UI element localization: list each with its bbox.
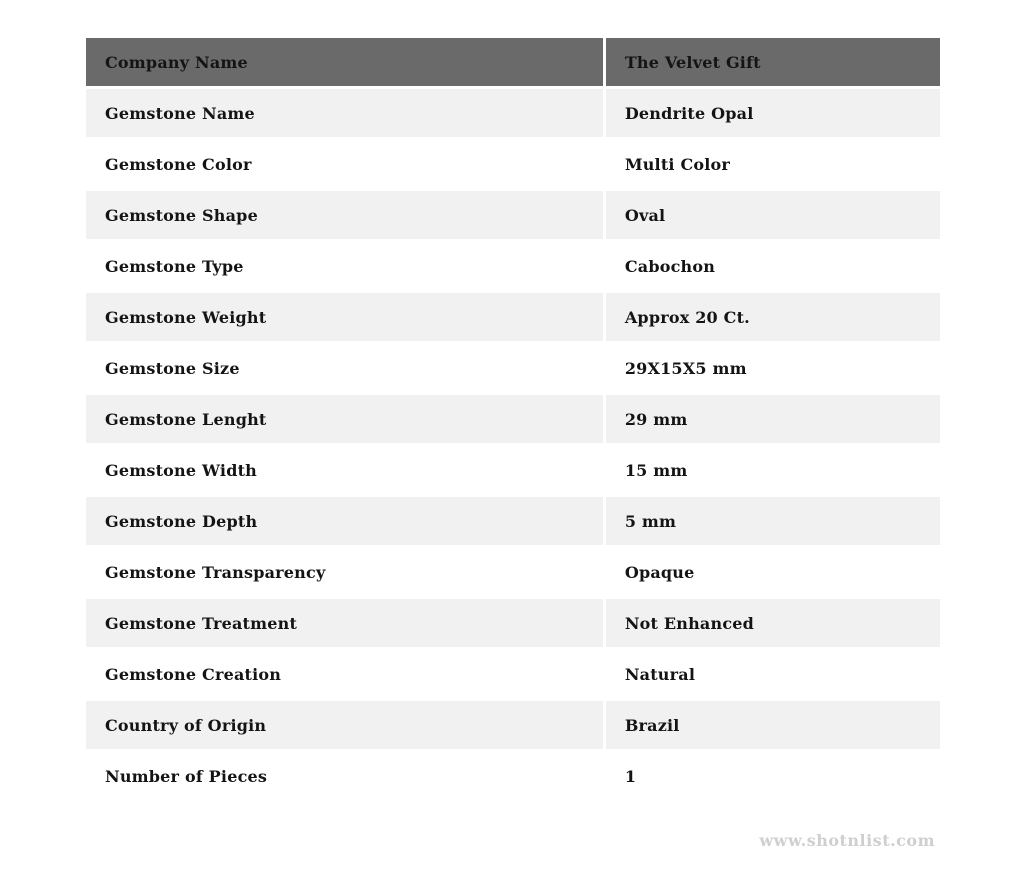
spec-value-cell: 1 [606, 752, 940, 800]
spec-label-cell: Gemstone Weight [86, 293, 603, 341]
table-row [86, 650, 940, 698]
spec-value-cell: Opaque [606, 548, 940, 596]
table-header-row [86, 38, 940, 86]
spec-label-cell: Gemstone Type [86, 242, 603, 290]
table-row [86, 497, 940, 545]
table-row [86, 548, 940, 596]
header-value-cell: The Velvet Gift [606, 38, 940, 86]
spec-label-cell: Gemstone Color [86, 140, 603, 188]
spec-label-cell: Gemstone Creation [86, 650, 603, 698]
table-row [86, 140, 940, 188]
spec-value-cell: Multi Color [606, 140, 940, 188]
table-row [86, 752, 940, 800]
table-row [86, 191, 940, 239]
watermark-text: www.shotnlist.com [759, 831, 935, 850]
spec-label-cell: Gemstone Shape [86, 191, 603, 239]
table-row [86, 242, 940, 290]
table-row [86, 446, 940, 494]
spec-value-cell: 29X15X5 mm [606, 344, 940, 392]
spec-label-cell: Gemstone Transparency [86, 548, 603, 596]
table-row [86, 701, 940, 749]
spec-label-cell: Gemstone Treatment [86, 599, 603, 647]
gemstone-spec-table [83, 35, 943, 803]
spec-value-cell: 15 mm [606, 446, 940, 494]
spec-label-cell: Gemstone Name [86, 89, 603, 137]
spec-label-cell: Country of Origin [86, 701, 603, 749]
spec-label-cell: Gemstone Size [86, 344, 603, 392]
header-label-cell: Company Name [86, 38, 603, 86]
spec-label-cell: Number of Pieces [86, 752, 603, 800]
table-row [86, 89, 940, 137]
table-row [86, 344, 940, 392]
spec-label-cell: Gemstone Width [86, 446, 603, 494]
spec-value-cell: Oval [606, 191, 940, 239]
spec-value-cell: Not Enhanced [606, 599, 940, 647]
table-row [86, 293, 940, 341]
spec-label-cell: Gemstone Lenght [86, 395, 603, 443]
spec-value-cell: Natural [606, 650, 940, 698]
spec-value-cell: 5 mm [606, 497, 940, 545]
table-row [86, 395, 940, 443]
spec-value-cell: Cabochon [606, 242, 940, 290]
spec-value-cell: Dendrite Opal [606, 89, 940, 137]
spec-label-cell: Gemstone Depth [86, 497, 603, 545]
spec-value-cell: 29 mm [606, 395, 940, 443]
spec-value-cell: Brazil [606, 701, 940, 749]
table-row [86, 599, 940, 647]
spec-value-cell: Approx 20 Ct. [606, 293, 940, 341]
